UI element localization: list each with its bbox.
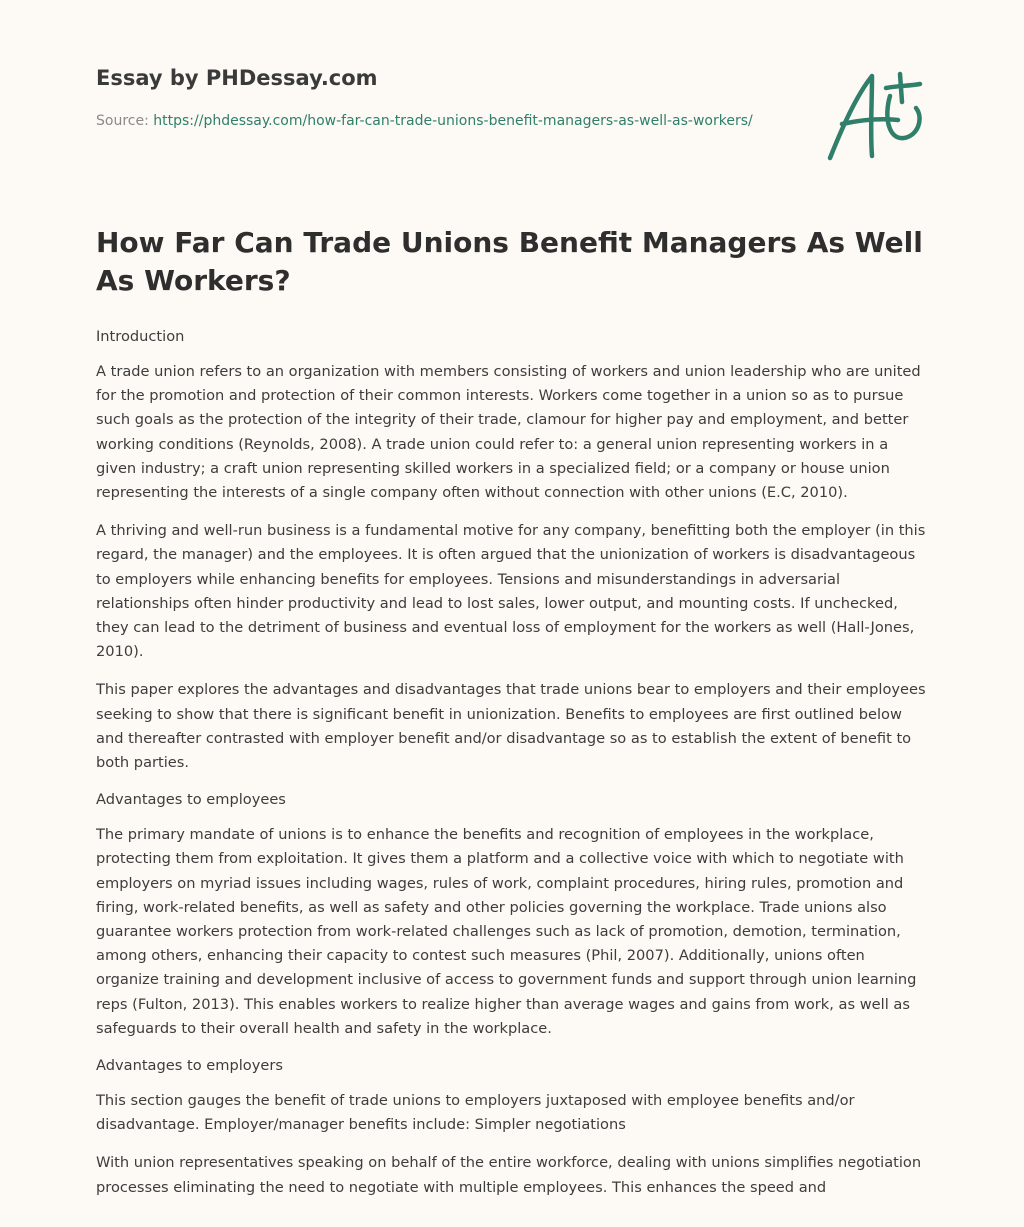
a-plus-logo-icon (820, 66, 930, 166)
paragraph: The primary mandate of unions is to enhance the benefits and recognition of employees in the workplace, protecting them from exploitation. It gives them a platform and a collective voice with which to negotiate with employers on myriad issues including wages, rules of work, complaint procedures, hiring rules, promotion and firing, work-related benefits, as well as safety and other policies governing the workplace. Trade unions also guarantee workers protection from work-related challenges such as lack of promotion, demotion, termination, among others, enhancing their capacity to contest such measures (Phil, 2007). Additionally, unions often organize training and development inclusive of access to government funds and support through union learning reps (Fulton, 2013). This enables workers to realize higher than average wages and gains from work, as well as safeguards to their overall health and safety in the workplace. (96, 826, 917, 1037)
article-body (96, 326, 930, 1200)
section-heading: Advantages to employees (96, 791, 286, 809)
paragraph: With union representatives speaking on behalf of the entire workforce, dealing with unions simplifies negotiation processes eliminating the need to negotiate with multiple employees. This enhances the speed and (96, 1154, 922, 1196)
article (96, 224, 930, 1214)
section-heading: Advantages to employers (96, 1057, 283, 1075)
paragraph: This section gauges the benefit of trade unions to employers juxtaposed with employee benefits and/or disadvantage. Employer/manager benefits include: Simpler negotiations (96, 1092, 855, 1134)
source-link[interactable]: https://phdessay.com/how-far-can-trade-unions-benefit-managers-as-well-as-workers/ (153, 113, 753, 129)
site-header (96, 64, 776, 132)
source-label: Source: (96, 113, 149, 129)
paragraph: A trade union refers to an organization with members consisting of workers and union leadership who are united for the promotion and protection of their common interests. Workers come together in a union so as to pursue such goals as the protection of the integrity of their trade, clamour for higher pay and employment, and better working conditions (Reynolds, 2008). A trade union could refer to: a general union representing workers in a given industry; a craft union representing skilled workers in a specialized field; or a company or house union representing the interests of a single company often without connection with other unions (E.C, 2010). (96, 363, 921, 502)
article-title: How Far Can Trade Unions Benefit Managers As Well As Workers? (96, 226, 923, 297)
paragraph: This paper explores the advantages and disadvantages that trade unions bear to employers and their employees seeking to show that there is significant benefit in unionization. Benefits to employees are first outlined below and thereafter contrasted with employer benefit and/or disadvantage so as to establish the extent of benefit to both parties. (96, 681, 926, 772)
paragraph: A thriving and well-run business is a fundamental motive for any company, benefitting both the employer (in this regard, the manager) and the employees. It is often argued that the unionization of workers is disadvantageous to employers while enhancing benefits for employees. Tensions and misunderstandings in adversarial relationships often hinder productivity and lead to lost sales, lower output, and mounting costs. If unchecked, they can lead to the detriment of business and eventual loss of employment for the workers as well (Hall-Jones, 2010). (96, 522, 926, 661)
source-line (96, 110, 776, 132)
brand-title: Essay by PHDessay.com (96, 66, 378, 90)
section-heading: Introduction (96, 328, 185, 345)
